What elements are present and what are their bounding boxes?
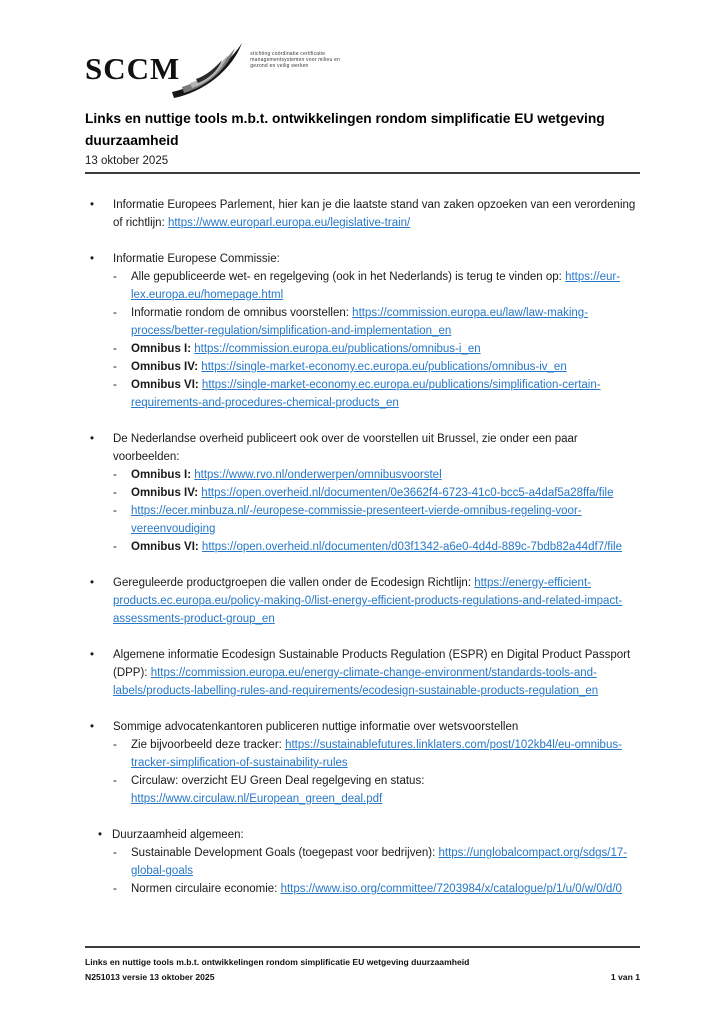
bullet-item [85, 646, 640, 700]
hyperlink[interactable]: https://www.rvo.nl/onderwerpen/omnibusvoorstel [194, 469, 442, 481]
bullet-group [85, 430, 640, 556]
hyperlink[interactable]: https://open.overheid.nl/documenten/0e3662f4-6723-41c0-bcc5-a4daf5a28ffa/file [201, 487, 614, 499]
page-title: Links en nuttige tools m.b.t. ontwikkelingen rondom simplificatie EU wetgeving duurzaamheid [85, 111, 605, 148]
item-text [131, 736, 640, 772]
text-run: Informatie Europees Parlement, hier kan je die laatste stand van zaken opzoeken van een verordening of richtlijn: [113, 199, 636, 229]
text-run: Informatie Europese Commissie: [113, 253, 280, 265]
item-text [131, 268, 640, 304]
page-footer [85, 946, 640, 984]
text-run: Gereguleerde productgroepen die vallen onder de Ecodesign Richtlijn: [113, 577, 475, 589]
bullet-group [85, 646, 640, 700]
hyperlink[interactable]: https://eur-lex.europa.eu/homepage.html [131, 271, 621, 301]
sub-item [113, 484, 640, 502]
text-run: Sustainable Development Goals (toegepast voor bedrijven): [131, 847, 439, 859]
hyperlink[interactable]: https://commission.europa.eu/energy-climate-change-environment/standards-tools-and-labels/products-labelling-rules-and-requirements/ecodesign-sustainable-products-regulation_en [113, 667, 599, 697]
hyperlink[interactable]: https://ecer.minbuza.nl/-/europese-commissie-presenteert-vierde-omnibus-regeling-voor-vereenvoudiging [131, 505, 582, 535]
item-text [131, 484, 640, 502]
bold-label: Omnibus I: [131, 343, 195, 355]
bullet-group [85, 718, 640, 808]
item-text [131, 304, 640, 340]
sub-item [113, 538, 640, 556]
sub-item [113, 340, 640, 358]
swoosh-icon [172, 42, 246, 106]
bullet-group [85, 574, 640, 628]
sub-item [113, 304, 640, 340]
item-text [113, 196, 640, 232]
logo-tagline [250, 51, 340, 69]
footer-version: N251013 versie 13 oktober 2025 [85, 971, 215, 982]
text-run: Duurzaamheid algemeen: [112, 829, 244, 841]
text-run: Algemene informatie Ecodesign Sustainable Products Regulation (ESPR) en Digital Product Passport (DPP): [113, 649, 631, 679]
footer-title: Links en nuttige tools m.b.t. ontwikkelingen rondom simplificatie EU wetgeving duurzaamheid [85, 957, 470, 967]
logo-tagline-line: managementsystemen voor milieu en [250, 57, 340, 63]
hyperlink[interactable]: https://www.iso.org/committee/7203984/x/catalogue/p/1/u/0/w/0/d/0 [280, 883, 622, 895]
sccm-logo-wordmark: SCCM [85, 51, 181, 86]
dash-marker: - [113, 847, 117, 859]
bullet-item [85, 430, 640, 466]
dash-marker: - [113, 343, 117, 355]
bullet-marker: • [90, 199, 95, 211]
hyperlink[interactable]: https://commission.europa.eu/law/law-making-process/better-regulation/simplification-and-implementation_en [131, 307, 589, 337]
bullet-item [85, 718, 640, 736]
dash-marker: - [113, 469, 117, 481]
bold-label: Omnibus VI: [131, 541, 202, 553]
links-list [85, 196, 640, 898]
text-run: Normen circulaire economie: [131, 883, 281, 895]
bullet-item [85, 250, 640, 268]
item-text [131, 538, 640, 556]
text-run: Alle gepubliceerde wet- en regelgeving (ook in het Nederlands) is terug te vinden op: [131, 271, 566, 283]
sub-item [113, 772, 640, 808]
dash-marker: - [113, 361, 117, 373]
hyperlink[interactable]: https://single-market-economy.ec.europa.eu/publications/omnibus-iv_en [201, 361, 567, 373]
item-text [131, 358, 640, 376]
bold-label: Omnibus IV: [131, 487, 202, 499]
item-text [131, 502, 640, 538]
dash-marker: - [113, 487, 117, 499]
dash-marker: - [113, 883, 117, 895]
hyperlink[interactable]: https://commission.europa.eu/publications/omnibus-i_en [194, 343, 481, 355]
text-run: Zie bijvoorbeeld deze tracker: [131, 739, 286, 751]
text-run: De Nederlandse overheid publiceert ook over de voorstellen uit Brussel, zie onder een paar voorbeelden: [113, 433, 578, 463]
bullet-item [85, 196, 640, 232]
hyperlink[interactable]: https://single-market-economy.ec.europa.eu/publications/simplification-certain-requirements-and-procedures-chemical-products_en [131, 379, 601, 409]
sub-item [113, 844, 640, 880]
item-text [113, 250, 640, 268]
logo-tagline-line: gezond en veilig werken [250, 63, 309, 69]
bullet-item [85, 826, 640, 844]
dash-marker: - [113, 739, 117, 751]
bold-label: Omnibus I: [131, 469, 195, 481]
page-number: 1 van 1 [610, 971, 640, 982]
text-run: Sommige advocatenkantoren publiceren nuttige informatie over wetsvoorstellen [113, 721, 519, 733]
bold-label: Omnibus IV: [131, 361, 202, 373]
dash-marker: - [113, 307, 117, 319]
hyperlink[interactable]: https://open.overheid.nl/documenten/d03f1342-a6e0-4d4d-889c-7bdb82a44df7/file [201, 541, 622, 553]
logo-tagline-line: stichting coördinatie certificatie [250, 51, 326, 57]
bullet-marker: • [90, 649, 95, 661]
dash-marker: - [113, 379, 117, 391]
item-text [113, 646, 640, 700]
bullet-item [85, 574, 640, 628]
hyperlink[interactable]: https://www.europarl.europa.eu/legislative-train/ [167, 217, 411, 229]
sccm-logo [85, 44, 640, 100]
bullet-marker: • [90, 253, 95, 265]
item-text [131, 772, 640, 808]
text-run: Informatie rondom de omnibus voorstellen: [131, 307, 353, 319]
item-text [131, 376, 640, 412]
item-text [131, 466, 640, 484]
sub-item [113, 466, 640, 484]
header-divider [85, 172, 640, 174]
text-run: Circulaw: overzicht EU Green Deal regelgeving en status: [131, 775, 425, 787]
hyperlink[interactable]: https://www.circulaw.nl/European_green_deal.pdf [131, 793, 383, 805]
hyperlink[interactable]: https://energy-efficient-products.ec.europa.eu/policy-making-0/list-energy-efficient-products-regulations-and-related-impact-assessments-product-group_en [113, 577, 623, 625]
sub-item [113, 502, 640, 538]
dash-marker: - [113, 775, 117, 787]
item-text [131, 844, 640, 880]
item-text [131, 340, 640, 358]
bullet-group [85, 826, 640, 898]
bold-label: Omnibus VI: [131, 379, 202, 391]
item-text [131, 880, 640, 898]
item-text [112, 826, 640, 844]
sub-item [113, 880, 640, 898]
document-date: 13 oktober 2025 [85, 155, 169, 167]
dash-marker: - [113, 541, 117, 553]
hyperlink[interactable]: https://sustainablefutures.linklaters.com/post/102kb4l/eu-omnibus-tracker-simplification-of-sustainability-rules [131, 739, 622, 769]
sub-item [113, 376, 640, 412]
item-text [113, 718, 640, 736]
item-text [113, 574, 640, 628]
bullet-marker: • [90, 433, 95, 445]
bullet-group [85, 250, 640, 412]
bullet-marker: • [90, 577, 95, 589]
hyperlink[interactable]: https://unglobalcompact.org/sdgs/17-global-goals [131, 847, 628, 877]
dash-marker: - [113, 271, 117, 283]
item-text [113, 430, 640, 466]
sub-item [113, 358, 640, 376]
dash-marker: - [113, 505, 117, 517]
footer-divider [85, 946, 640, 948]
sub-item [113, 268, 640, 304]
sub-item [113, 736, 640, 772]
bullet-group [85, 196, 640, 232]
bullet-marker: • [98, 829, 103, 841]
bullet-marker: • [90, 721, 95, 733]
